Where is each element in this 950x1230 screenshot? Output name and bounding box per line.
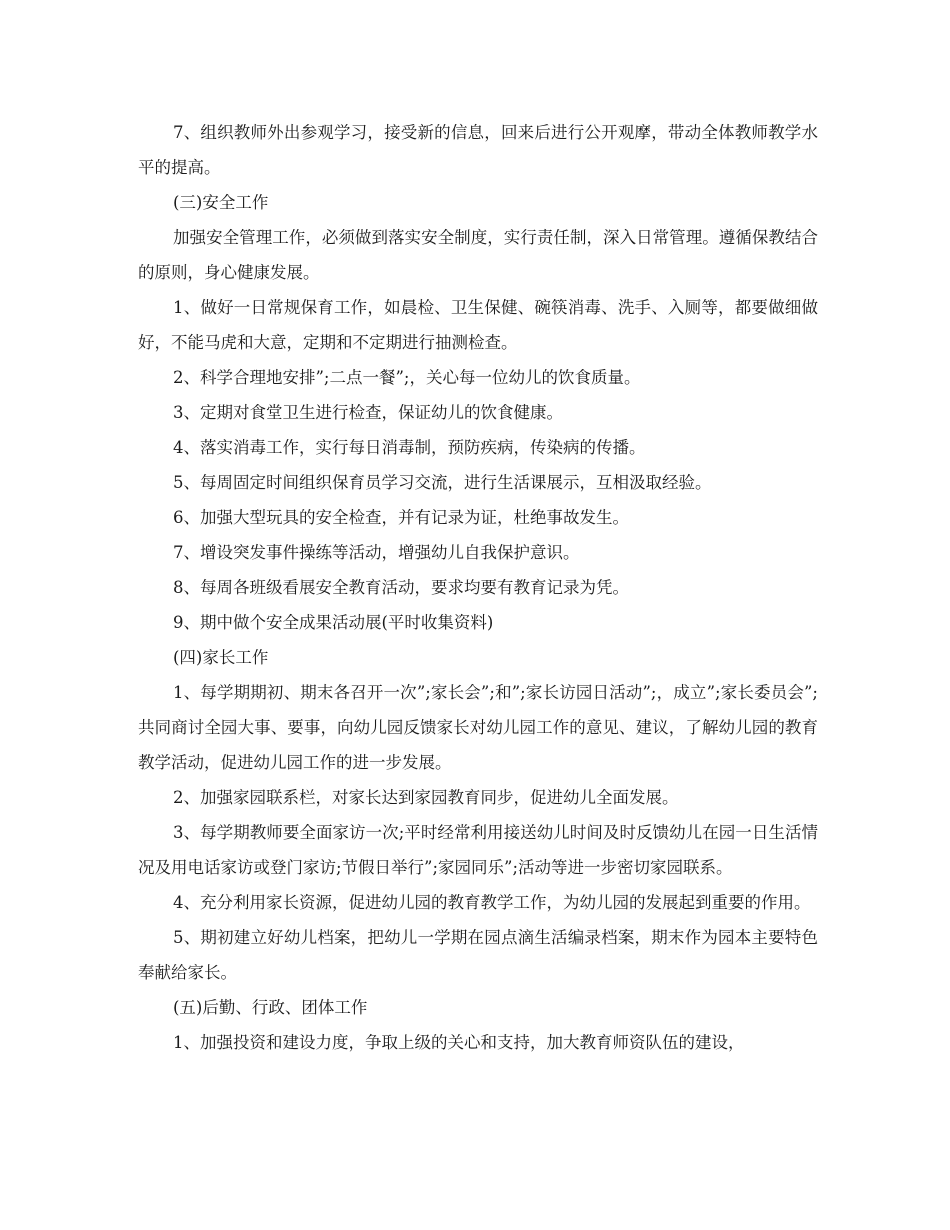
body-paragraph: 3、定期对食堂卫生进行检查，保证幼儿的饮食健康。 (173, 403, 563, 422)
body-paragraph: 2、加强家园联系栏，对家长达到家园教育同步，促进幼儿全面发展。 (173, 788, 679, 807)
body-paragraph: 7、增设突发事件操练等活动，增强幼儿自我保护意识。 (173, 543, 580, 562)
section-heading: (四)家长工作 (173, 648, 269, 667)
body-paragraph: 5、期初建立好幼儿档案，把幼儿一学期在园点滴生活编录档案，期末作为园本主要特色奉献给家长。 (138, 928, 818, 982)
body-paragraph: 4、充分利用家长资源，促进幼儿园的教育教学工作，为幼儿园的发展起到重要的作用。 (173, 893, 811, 912)
body-paragraph: 8、每周各班级看展安全教育活动，要求均要有教育记录为凭。 (173, 578, 629, 597)
section-heading: (五)后勤、行政、团体工作 (173, 998, 368, 1017)
body-paragraph: 3、每学期教师要全面家访一次;平时经常利用接送幼儿时间及时反馈幼儿在园一日生活情况及用电话家访或登门家访;节假日举行”;家园同乐”;活动等进一步密切家园联系。 (138, 823, 818, 877)
body-paragraph: 7、组织教师外出参观学习，接受新的信息，回来后进行公开观摩，带动全体教师教学水平的提高。 (138, 123, 818, 177)
body-paragraph: 9、期中做个安全成果活动展(平时收集资料) (173, 613, 494, 632)
body-paragraph: 1、做好一日常规保育工作，如晨检、卫生保健、碗筷消毒、洗手、入厕等，都要做细做好，不能马虎和大意，定期和不定期进行抽测检查。 (138, 298, 818, 352)
body-paragraph: 2、科学合理地安排”;二点一餐”;，关心每一位幼儿的饮食质量。 (173, 368, 641, 387)
body-paragraph: 5、每周固定时间组织保育员学习交流，进行生活课展示，互相汲取经验。 (173, 473, 712, 492)
body-paragraph: 4、落实消毒工作，实行每日消毒制，预防疾病，传染病的传播。 (173, 438, 646, 457)
body-paragraph: 6、加强大型玩具的安全检查，并有记录为证，杜绝事故发生。 (173, 508, 629, 527)
document-body (138, 115, 818, 1060)
section-heading: (三)安全工作 (173, 193, 269, 212)
body-paragraph: 1、加强投资和建设力度，争取上级的关心和支持，加大教育师资队伍的建设， (173, 1033, 745, 1052)
body-paragraph: 加强安全管理工作，必须做到落实安全制度，实行责任制，深入日常管理。遵循保教结合的原则，身心健康发展。 (138, 228, 818, 282)
body-paragraph: 1、每学期期初、期末各召开一次”;家长会”;和”;家长访园日活动”;，成立”;家长委员会”;共同商讨全园大事、要事，向幼儿园反馈家长对幼儿园工作的意见、建议，了解幼儿园的教育教学活动，促进幼儿园工作的进一步发展。 (138, 683, 818, 772)
